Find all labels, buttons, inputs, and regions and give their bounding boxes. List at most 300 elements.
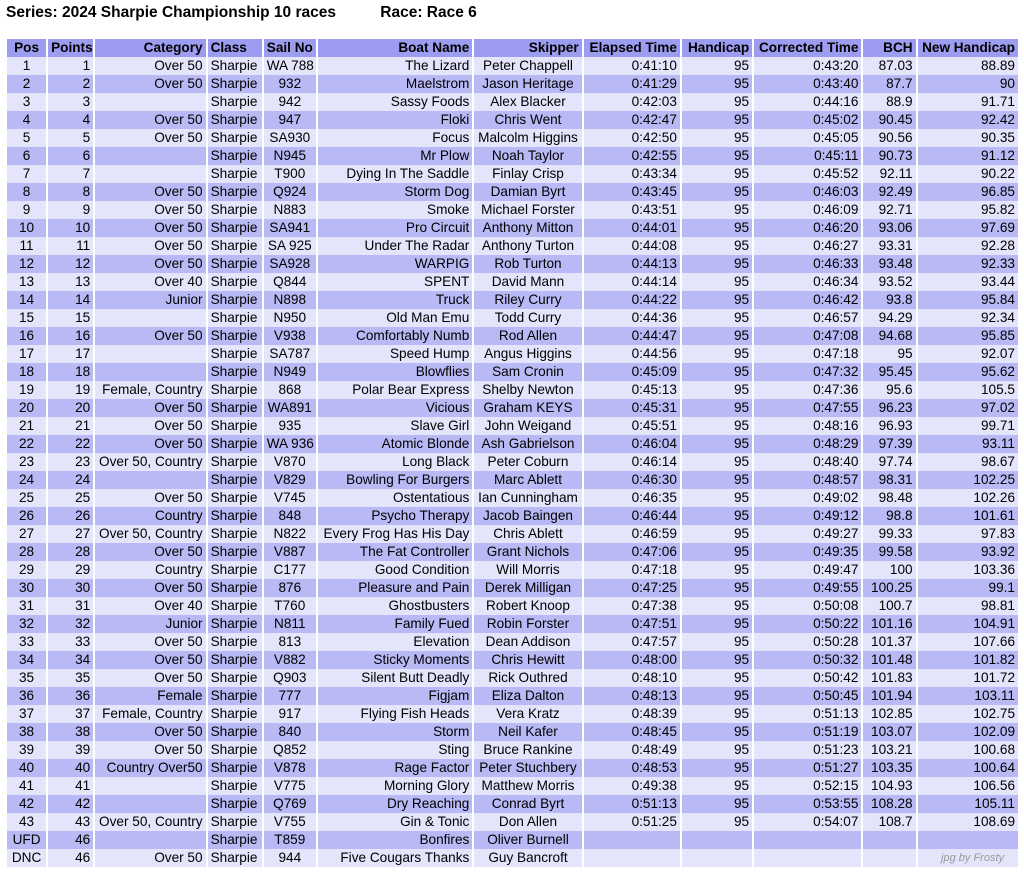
cell-category: Over 50 (95, 849, 205, 867)
table-row (7, 651, 1018, 669)
cell-handicap: 95 (682, 795, 752, 813)
cell-corrected-time: 0:49:02 (754, 489, 861, 507)
cell-elapsed-time: 0:48:00 (584, 651, 680, 669)
table-row (7, 507, 1018, 525)
cell-corrected-time: 0:46:42 (754, 291, 861, 309)
cell-skipper: David Mann (474, 273, 581, 291)
cell-boat-name: Maelstrom (318, 75, 472, 93)
cell-skipper: Chris Hewitt (474, 651, 581, 669)
cell-skipper: Oliver Burnell (474, 831, 581, 849)
table-row (7, 615, 1018, 633)
cell-class: Sharpie (208, 831, 262, 849)
cell-pos: UFD (7, 831, 46, 849)
cell-boat-name: Speed Hump (318, 345, 472, 363)
table-row (7, 849, 1018, 867)
cell-sail-no: V878 (264, 759, 316, 777)
cell-handicap: 95 (682, 723, 752, 741)
cell-sail-no: 935 (264, 417, 316, 435)
cell-new-handicap: 105.5 (918, 381, 1018, 399)
cell-new-handicap: 103.36 (918, 561, 1018, 579)
cell-class: Sharpie (208, 201, 262, 219)
cell-boat-name: Old Man Emu (318, 309, 472, 327)
cell-points: 16 (48, 327, 93, 345)
cell-corrected-time: 0:48:29 (754, 435, 861, 453)
cell-class: Sharpie (208, 111, 262, 129)
cell-points: 33 (48, 633, 93, 651)
cell-corrected-time: 0:45:11 (754, 147, 861, 165)
cell-class: Sharpie (208, 363, 262, 381)
table-row (7, 813, 1018, 831)
cell-class: Sharpie (208, 57, 262, 75)
cell-boat-name: Sticky Moments (318, 651, 472, 669)
cell-new-handicap: 105.11 (918, 795, 1018, 813)
cell-sail-no: N822 (264, 525, 316, 543)
cell-new-handicap: 93.44 (918, 273, 1018, 291)
cell-bch: 99.33 (863, 525, 915, 543)
cell-corrected-time: 0:49:12 (754, 507, 861, 525)
cell-boat-name: Slave Girl (318, 417, 472, 435)
cell-class: Sharpie (208, 291, 262, 309)
cell-pos: 3 (7, 93, 46, 111)
cell-new-handicap: 96.85 (918, 183, 1018, 201)
cell-handicap: 95 (682, 165, 752, 183)
cell-pos: 7 (7, 165, 46, 183)
cell-boat-name: Elevation (318, 633, 472, 651)
cell-skipper: Jacob Baingen (474, 507, 581, 525)
cell-sail-no: WA 936 (264, 435, 316, 453)
table-row (7, 57, 1018, 75)
cell-handicap: 95 (682, 435, 752, 453)
cell-sail-no: 876 (264, 579, 316, 597)
cell-pos: 23 (7, 453, 46, 471)
cell-class: Sharpie (208, 237, 262, 255)
cell-class: Sharpie (208, 309, 262, 327)
series-title: Series: 2024 Sharpie Championship 10 races (6, 4, 336, 21)
cell-handicap: 95 (682, 57, 752, 75)
cell-corrected-time: 0:50:22 (754, 615, 861, 633)
cell-handicap: 95 (682, 255, 752, 273)
cell-skipper: John Weigand (474, 417, 581, 435)
cell-class: Sharpie (208, 471, 262, 489)
cell-sail-no: T900 (264, 165, 316, 183)
cell-skipper: Jason Heritage (474, 75, 581, 93)
cell-bch: 99.58 (863, 543, 915, 561)
cell-pos: 40 (7, 759, 46, 777)
cell-skipper: Shelby Newton (474, 381, 581, 399)
table-row (7, 165, 1018, 183)
cell-skipper: Robert Knoop (474, 597, 581, 615)
cell-bch: 90.56 (863, 129, 915, 147)
cell-pos: 28 (7, 543, 46, 561)
cell-category: Over 50 (95, 723, 205, 741)
cell-class: Sharpie (208, 741, 262, 759)
cell-sail-no: N883 (264, 201, 316, 219)
cell-points: 18 (48, 363, 93, 381)
table-body (7, 57, 1018, 867)
cell-corrected-time: 0:47:55 (754, 399, 861, 417)
cell-corrected-time: 0:51:19 (754, 723, 861, 741)
cell-handicap: 95 (682, 291, 752, 309)
cell-category: Junior (95, 615, 205, 633)
cell-boat-name: Storm (318, 723, 472, 741)
cell-new-handicap: 101.72 (918, 669, 1018, 687)
cell-bch: 108.28 (863, 795, 915, 813)
table-row (7, 543, 1018, 561)
cell-sail-no: 944 (264, 849, 316, 867)
cell-sail-no: SA787 (264, 345, 316, 363)
cell-sail-no: V887 (264, 543, 316, 561)
cell-class: Sharpie (208, 399, 262, 417)
cell-handicap: 95 (682, 417, 752, 435)
cell-new-handicap: 101.82 (918, 651, 1018, 669)
cell-corrected-time: 0:44:16 (754, 93, 861, 111)
column-header-handicap: Handicap (682, 39, 752, 57)
cell-points: 27 (48, 525, 93, 543)
cell-bch: 101.83 (863, 669, 915, 687)
column-header-points: Points (48, 39, 93, 57)
cell-pos: 33 (7, 633, 46, 651)
cell-boat-name: Ghostbusters (318, 597, 472, 615)
cell-elapsed-time: 0:43:45 (584, 183, 680, 201)
cell-pos: 29 (7, 561, 46, 579)
cell-class: Sharpie (208, 777, 262, 795)
table-row (7, 363, 1018, 381)
cell-class: Sharpie (208, 273, 262, 291)
cell-bch (863, 831, 915, 849)
cell-sail-no: V755 (264, 813, 316, 831)
cell-boat-name: Gin & Tonic (318, 813, 472, 831)
cell-category: Over 50 (95, 183, 205, 201)
cell-boat-name: Dying In The Saddle (318, 165, 472, 183)
cell-skipper: Matthew Morris (474, 777, 581, 795)
cell-corrected-time: 0:47:36 (754, 381, 861, 399)
cell-class: Sharpie (208, 219, 262, 237)
cell-skipper: Chris Ablett (474, 525, 581, 543)
cell-points: 29 (48, 561, 93, 579)
cell-pos: 18 (7, 363, 46, 381)
cell-points: 6 (48, 147, 93, 165)
cell-boat-name: Morning Glory (318, 777, 472, 795)
cell-sail-no: N898 (264, 291, 316, 309)
cell-new-handicap: 90 (918, 75, 1018, 93)
cell-boat-name: Floki (318, 111, 472, 129)
cell-bch: 104.93 (863, 777, 915, 795)
cell-corrected-time: 0:50:32 (754, 651, 861, 669)
cell-handicap (682, 831, 752, 849)
cell-pos: 1 (7, 57, 46, 75)
column-header-pos: Pos (7, 39, 46, 57)
table-row (7, 273, 1018, 291)
cell-handicap: 95 (682, 75, 752, 93)
table-row (7, 327, 1018, 345)
table-row (7, 561, 1018, 579)
table-row (7, 111, 1018, 129)
cell-skipper: Peter Stuchbery (474, 759, 581, 777)
cell-new-handicap: 91.71 (918, 93, 1018, 111)
cell-points: 41 (48, 777, 93, 795)
cell-new-handicap: 88.89 (918, 57, 1018, 75)
cell-bch: 87.03 (863, 57, 915, 75)
cell-class: Sharpie (208, 597, 262, 615)
cell-bch: 100.25 (863, 579, 915, 597)
table-row (7, 579, 1018, 597)
cell-class: Sharpie (208, 651, 262, 669)
results-table (5, 39, 1020, 867)
cell-category: Over 50, Country (95, 525, 205, 543)
cell-category: Over 50 (95, 651, 205, 669)
cell-points: 25 (48, 489, 93, 507)
cell-pos: 30 (7, 579, 46, 597)
cell-category: Female, Country (95, 705, 205, 723)
cell-bch: 101.94 (863, 687, 915, 705)
cell-boat-name: Blowflies (318, 363, 472, 381)
cell-handicap: 95 (682, 381, 752, 399)
cell-bch: 101.37 (863, 633, 915, 651)
table-row (7, 597, 1018, 615)
cell-elapsed-time: 0:49:38 (584, 777, 680, 795)
cell-category (95, 309, 205, 327)
cell-category: Female (95, 687, 205, 705)
cell-bch: 95 (863, 345, 915, 363)
cell-class: Sharpie (208, 165, 262, 183)
cell-boat-name: Long Black (318, 453, 472, 471)
table-row (7, 219, 1018, 237)
cell-handicap: 95 (682, 633, 752, 651)
cell-boat-name: Figjam (318, 687, 472, 705)
cell-new-handicap: 106.56 (918, 777, 1018, 795)
table-header-row (7, 39, 1018, 57)
cell-skipper: Peter Chappell (474, 57, 581, 75)
cell-pos: 35 (7, 669, 46, 687)
cell-bch: 88.9 (863, 93, 915, 111)
cell-skipper: Sam Cronin (474, 363, 581, 381)
cell-handicap: 95 (682, 489, 752, 507)
cell-elapsed-time: 0:41:10 (584, 57, 680, 75)
cell-pos: 9 (7, 201, 46, 219)
cell-boat-name: Under The Radar (318, 237, 472, 255)
cell-handicap: 95 (682, 219, 752, 237)
cell-skipper: Noah Taylor (474, 147, 581, 165)
cell-elapsed-time: 0:46:35 (584, 489, 680, 507)
cell-class: Sharpie (208, 147, 262, 165)
cell-corrected-time: 0:51:13 (754, 705, 861, 723)
cell-skipper: Conrad Byrt (474, 795, 581, 813)
cell-handicap: 95 (682, 471, 752, 489)
cell-new-handicap: 101.61 (918, 507, 1018, 525)
cell-category: Over 50 (95, 417, 205, 435)
cell-class: Sharpie (208, 489, 262, 507)
cell-new-handicap: 97.02 (918, 399, 1018, 417)
cell-pos: 19 (7, 381, 46, 399)
cell-pos: 37 (7, 705, 46, 723)
cell-elapsed-time: 0:42:03 (584, 93, 680, 111)
cell-new-handicap: 92.34 (918, 309, 1018, 327)
cell-pos: 2 (7, 75, 46, 93)
cell-sail-no: 917 (264, 705, 316, 723)
cell-handicap: 95 (682, 111, 752, 129)
cell-new-handicap: 102.09 (918, 723, 1018, 741)
cell-pos: 27 (7, 525, 46, 543)
cell-new-handicap: 103.11 (918, 687, 1018, 705)
cell-corrected-time: 0:46:57 (754, 309, 861, 327)
cell-elapsed-time: 0:47:06 (584, 543, 680, 561)
cell-corrected-time: 0:51:23 (754, 741, 861, 759)
cell-elapsed-time: 0:45:51 (584, 417, 680, 435)
cell-boat-name: Five Cougars Thanks (318, 849, 472, 867)
cell-elapsed-time: 0:44:13 (584, 255, 680, 273)
cell-boat-name: Dry Reaching (318, 795, 472, 813)
cell-boat-name: Bowling For Burgers (318, 471, 472, 489)
cell-new-handicap: 100.64 (918, 759, 1018, 777)
cell-points: 30 (48, 579, 93, 597)
cell-class: Sharpie (208, 381, 262, 399)
cell-corrected-time: 0:43:40 (754, 75, 861, 93)
cell-category: Over 50 (95, 435, 205, 453)
cell-skipper: Damian Byrt (474, 183, 581, 201)
cell-new-handicap (918, 831, 1018, 849)
cell-elapsed-time: 0:45:31 (584, 399, 680, 417)
cell-pos: 42 (7, 795, 46, 813)
cell-bch: 90.73 (863, 147, 915, 165)
cell-elapsed-time: 0:51:25 (584, 813, 680, 831)
cell-category: Over 50 (95, 255, 205, 273)
cell-category (95, 165, 205, 183)
race-title: Race: Race 6 (380, 4, 477, 21)
cell-category: Over 50 (95, 741, 205, 759)
cell-sail-no: 777 (264, 687, 316, 705)
cell-class: Sharpie (208, 615, 262, 633)
cell-sail-no: V882 (264, 651, 316, 669)
cell-corrected-time: 0:46:09 (754, 201, 861, 219)
cell-bch: 100.7 (863, 597, 915, 615)
cell-class: Sharpie (208, 579, 262, 597)
cell-sail-no: 840 (264, 723, 316, 741)
cell-sail-no: 932 (264, 75, 316, 93)
cell-points: 5 (48, 129, 93, 147)
cell-points: 32 (48, 615, 93, 633)
cell-elapsed-time: 0:48:45 (584, 723, 680, 741)
cell-points: 42 (48, 795, 93, 813)
cell-pos: 11 (7, 237, 46, 255)
cell-points: 46 (48, 831, 93, 849)
cell-pos: 4 (7, 111, 46, 129)
cell-sail-no: 947 (264, 111, 316, 129)
photo-credit: jpg by Frosty (941, 852, 1004, 864)
cell-sail-no: SA928 (264, 255, 316, 273)
cell-category: Over 50 (95, 543, 205, 561)
cell-category: Over 50 (95, 489, 205, 507)
cell-bch: 96.23 (863, 399, 915, 417)
cell-skipper: Rick Outhred (474, 669, 581, 687)
cell-sail-no: 813 (264, 633, 316, 651)
table-row (7, 705, 1018, 723)
cell-corrected-time: 0:51:27 (754, 759, 861, 777)
cell-class: Sharpie (208, 795, 262, 813)
cell-bch: 93.31 (863, 237, 915, 255)
cell-category: Over 50, Country (95, 453, 205, 471)
cell-bch: 103.21 (863, 741, 915, 759)
cell-boat-name: Atomic Blonde (318, 435, 472, 453)
cell-pos: 14 (7, 291, 46, 309)
cell-corrected-time: 0:54:07 (754, 813, 861, 831)
cell-elapsed-time: 0:46:44 (584, 507, 680, 525)
cell-points: 24 (48, 471, 93, 489)
cell-handicap: 95 (682, 687, 752, 705)
table-row (7, 417, 1018, 435)
column-header-boat-name: Boat Name (318, 39, 472, 57)
cell-bch: 93.48 (863, 255, 915, 273)
cell-bch: 103.35 (863, 759, 915, 777)
cell-points: 11 (48, 237, 93, 255)
cell-handicap: 95 (682, 651, 752, 669)
cell-skipper: Angus Higgins (474, 345, 581, 363)
cell-skipper: Vera Kratz (474, 705, 581, 723)
cell-elapsed-time: 0:43:34 (584, 165, 680, 183)
cell-new-handicap: 95.62 (918, 363, 1018, 381)
cell-elapsed-time: 0:43:51 (584, 201, 680, 219)
cell-bch: 95.45 (863, 363, 915, 381)
cell-pos: 13 (7, 273, 46, 291)
cell-handicap: 95 (682, 543, 752, 561)
cell-points: 28 (48, 543, 93, 561)
table-row (7, 831, 1018, 849)
cell-new-handicap: 95.84 (918, 291, 1018, 309)
cell-pos: 8 (7, 183, 46, 201)
cell-category: Over 50 (95, 327, 205, 345)
cell-elapsed-time: 0:42:55 (584, 147, 680, 165)
cell-sail-no: N950 (264, 309, 316, 327)
cell-sail-no: V829 (264, 471, 316, 489)
cell-class: Sharpie (208, 327, 262, 345)
cell-skipper: Eliza Dalton (474, 687, 581, 705)
cell-corrected-time: 0:46:27 (754, 237, 861, 255)
cell-elapsed-time: 0:44:14 (584, 273, 680, 291)
column-header-sail-no: Sail No (264, 39, 316, 57)
cell-category: Over 40 (95, 273, 205, 291)
table-row (7, 687, 1018, 705)
cell-elapsed-time: 0:47:51 (584, 615, 680, 633)
cell-class: Sharpie (208, 255, 262, 273)
cell-points: 2 (48, 75, 93, 93)
cell-skipper: Bruce Rankine (474, 741, 581, 759)
cell-skipper: Neil Kafer (474, 723, 581, 741)
cell-bch: 100 (863, 561, 915, 579)
cell-class: Sharpie (208, 129, 262, 147)
cell-class: Sharpie (208, 507, 262, 525)
cell-elapsed-time: 0:47:38 (584, 597, 680, 615)
cell-sail-no: Q924 (264, 183, 316, 201)
cell-new-handicap: 102.26 (918, 489, 1018, 507)
cell-handicap: 95 (682, 507, 752, 525)
cell-new-handicap: 92.42 (918, 111, 1018, 129)
table-row (7, 309, 1018, 327)
cell-boat-name: Ostentatious (318, 489, 472, 507)
cell-handicap: 95 (682, 237, 752, 255)
cell-boat-name: Truck (318, 291, 472, 309)
cell-bch: 90.45 (863, 111, 915, 129)
table-row (7, 525, 1018, 543)
cell-category: Over 50, Country (95, 813, 205, 831)
cell-new-handicap: 100.68 (918, 741, 1018, 759)
table-row (7, 201, 1018, 219)
cell-new-handicap: 91.12 (918, 147, 1018, 165)
cell-corrected-time: 0:49:35 (754, 543, 861, 561)
cell-category: Over 50 (95, 57, 205, 75)
cell-elapsed-time: 0:48:49 (584, 741, 680, 759)
cell-class: Sharpie (208, 525, 262, 543)
cell-skipper: Marc Ablett (474, 471, 581, 489)
cell-boat-name: WARPIG (318, 255, 472, 273)
